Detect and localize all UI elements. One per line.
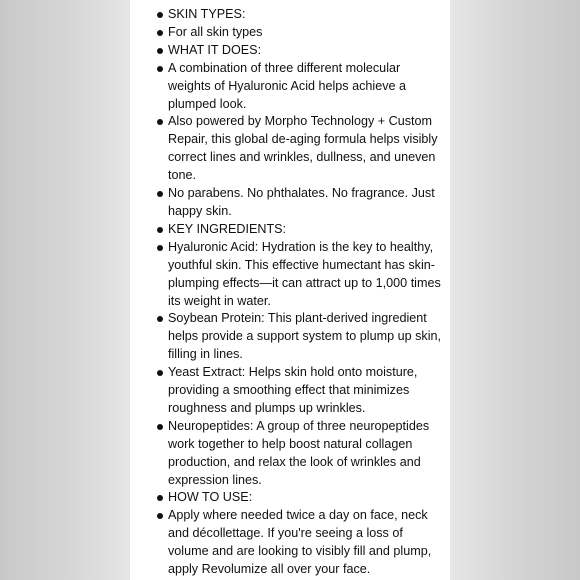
bullet-icon [157, 48, 163, 54]
list-item-text: Apply where needed twice a day on face, neck and décollettage. If you're seeing a loss of volume and are looking to visibly fill and plump, apply Revolumize all over your face. [168, 508, 432, 577]
list-item-text: No parabens. No phthalates. No fragrance. Just happy skin. [168, 186, 435, 218]
list-item [130, 6, 450, 24]
bullet-icon [157, 370, 163, 376]
list-item [130, 310, 450, 364]
list-item-text: Neuropeptides: A group of three neuropeptides work together to help boost natural collagen production, and relax the look of wrinkles and expression lines. [168, 418, 430, 487]
bullet-icon [157, 495, 163, 501]
bullet-icon [157, 316, 163, 322]
list-item-text: WHAT IT DOES: [168, 42, 262, 57]
list-item [130, 489, 450, 507]
list-item [130, 185, 450, 221]
list-item [130, 221, 450, 239]
bullet-icon [157, 513, 163, 519]
bullet-icon [157, 30, 163, 36]
bullet-icon [157, 12, 163, 18]
list-item-text: A combination of three different molecular weights of Hyaluronic Acid helps achieve a plumped look. [168, 60, 407, 111]
list-item-text: Soybean Protein: This plant-derived ingredient helps provide a support system to plump up skin, filling in lines. [168, 311, 442, 362]
bullet-list [130, 0, 450, 579]
list-item-text: For all skin types [168, 24, 263, 39]
list-item [130, 239, 450, 311]
left-background-panel [0, 0, 130, 580]
list-item-text: Also powered by Morpho Technology + Custom Repair, this global de-aging formula helps visibly correct lines and wrinkles, dullness, and uneven tone. [168, 114, 438, 183]
list-item [130, 42, 450, 60]
bullet-icon [157, 245, 163, 251]
list-item-text: Yeast Extract: Helps skin hold onto moisture, providing a smoothing effect that minimizes roughness and plumps up wrinkles. [168, 365, 418, 415]
product-description-panel [130, 0, 450, 580]
bullet-icon [157, 424, 163, 430]
list-item-text: KEY INGREDIENTS: [168, 221, 287, 236]
list-item-text: SKIN TYPES: [168, 7, 246, 21]
list-item-text: Hyaluronic Acid: Hydration is the key to healthy, youthful skin. This effective humectant has skin-plumping effects—it can attract up to 1,000 times its weight in water. [168, 239, 441, 308]
list-item [130, 113, 450, 185]
list-item [130, 507, 450, 579]
bullet-icon [157, 66, 163, 72]
bullet-icon [157, 191, 163, 197]
list-item-text: HOW TO USE: [168, 490, 253, 505]
bullet-icon [157, 119, 163, 125]
list-item [130, 418, 450, 490]
list-item [130, 24, 450, 42]
list-item [130, 60, 450, 114]
bullet-icon [157, 227, 163, 233]
right-background-panel [450, 0, 580, 580]
list-item [130, 364, 450, 418]
